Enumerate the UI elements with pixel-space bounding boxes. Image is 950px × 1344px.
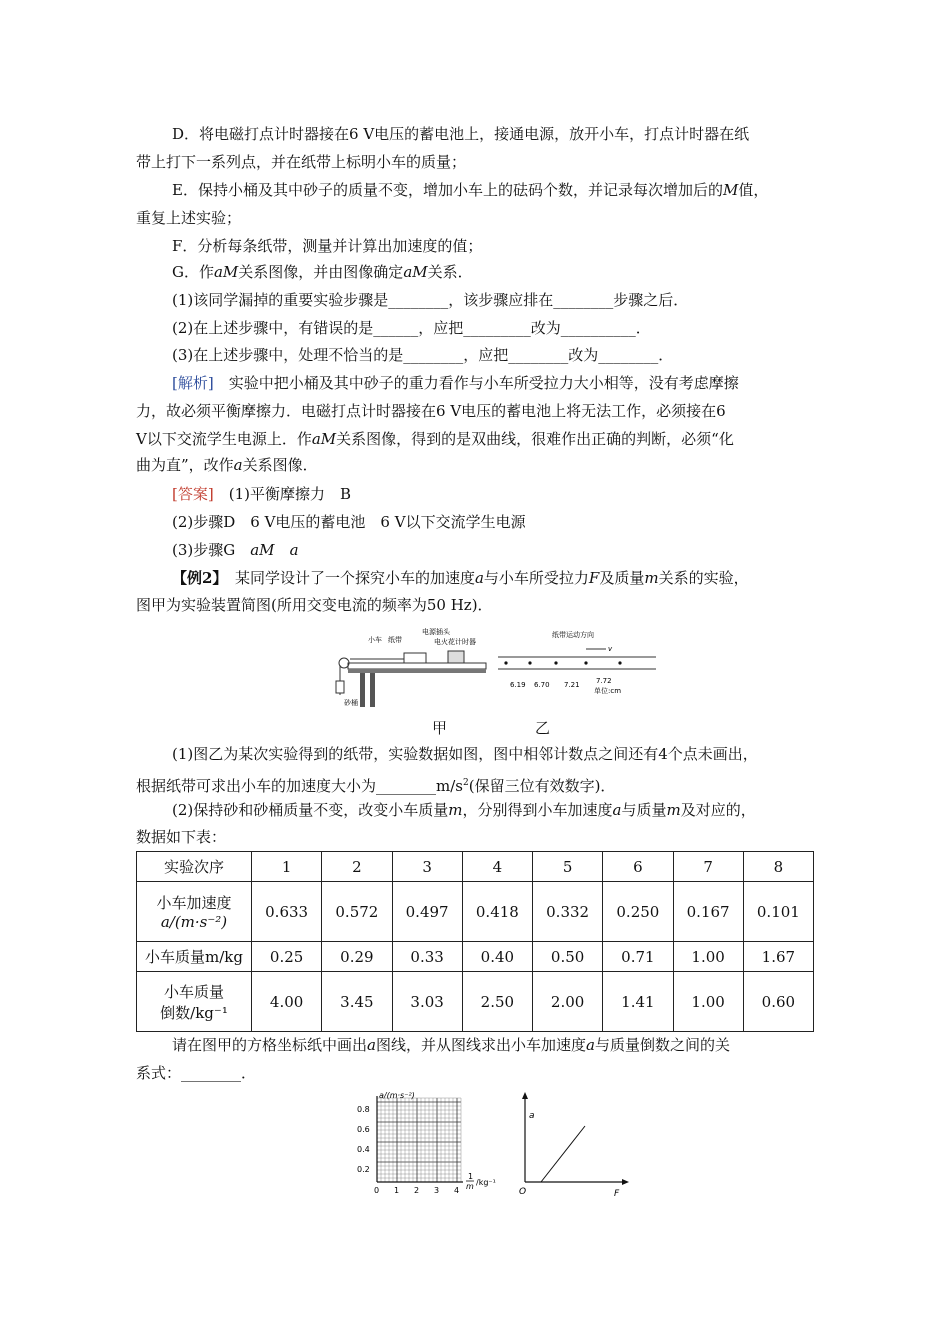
r2-c2: 0.29 <box>322 942 392 972</box>
part3-line2: 系式：________． <box>136 1064 257 1082</box>
table-top <box>348 669 486 673</box>
x-tick-3: 3 <box>434 1186 440 1195</box>
part3-a: 请在图甲的方格坐标纸中画出 <box>172 1036 368 1054</box>
r1-c1: 0.633 <box>252 882 322 942</box>
y-tick-0.6: 0.6 <box>357 1125 370 1134</box>
var-aM-1: aM <box>213 263 239 281</box>
option-g-a: G．作 <box>172 263 214 281</box>
tape-dot-4 <box>618 661 621 664</box>
label-v: v <box>608 645 613 653</box>
part2-d: 及对应的， <box>680 801 756 819</box>
label-unit: 单位:cm <box>594 687 622 695</box>
r3-c8: 0.60 <box>743 972 813 1032</box>
answer-tag: [答案] <box>172 485 214 503</box>
r3-c5: 2.00 <box>533 972 603 1032</box>
answer-1: (1)平衡摩擦力 B <box>213 485 351 503</box>
header-4: 4 <box>462 852 532 882</box>
af-origin: O <box>519 1187 527 1197</box>
x-tick-2: 2 <box>414 1186 420 1195</box>
r2-c6: 0.71 <box>603 942 673 972</box>
label-car: 小车 <box>368 636 382 644</box>
figure-apparatus <box>330 625 660 715</box>
option-e-tail: 值， <box>738 181 769 199</box>
var-a-3: a <box>474 569 484 587</box>
header-2: 2 <box>322 852 392 882</box>
label-bucket: 砂桶 <box>344 699 358 707</box>
question-1: (1)该同学漏掉的重要实验步骤是________，该步骤应排在________步骤之后． <box>172 291 689 309</box>
segment-1: 6.19 <box>510 681 526 689</box>
var-a-6: a <box>585 1036 595 1054</box>
r2-c7: 1.00 <box>673 942 743 972</box>
header-1: 1 <box>252 852 322 882</box>
analysis-l3a: V以下交流学生电源上．作 <box>136 430 312 448</box>
table-row-mass <box>137 942 814 972</box>
r3-c1: 4.00 <box>252 972 322 1032</box>
part2-b: ，分别得到小车加速度 <box>462 801 613 819</box>
data-table <box>136 851 814 1032</box>
tape-dot-2 <box>554 661 557 664</box>
y-tick-0.4: 0.4 <box>357 1145 370 1154</box>
figure-graphs <box>355 1090 645 1200</box>
part1-line1: (1)图乙为某次实验得到的纸带，实验数据如图，图中相邻计数点之间还有4个点未画出， <box>172 745 758 763</box>
var-m-1: m <box>644 569 659 587</box>
x-tick-0: 0 <box>374 1186 380 1195</box>
part1-l2b: (保留三位有效数字)． <box>468 777 616 795</box>
tape-dot-1 <box>528 661 531 664</box>
option-g-c: 关系． <box>427 263 473 281</box>
analysis-line2: 力，故必须平衡摩擦力．电磁打点计时器接在6 V电压的蓄电池上将无法工作，必须接在6 <box>136 402 726 420</box>
label-plug: 电源插头 <box>422 628 450 636</box>
r2-c3: 0.33 <box>392 942 462 972</box>
row1-label-l2: a/(m·s⁻²) <box>160 913 228 931</box>
label-timer: 电火花计时器 <box>434 638 476 646</box>
part3-c: 与质量倒数之间的关 <box>594 1036 730 1054</box>
row3-label-l1: 小车质量 <box>163 982 224 1001</box>
row1-label <box>137 882 252 942</box>
r1-c3: 0.497 <box>392 882 462 942</box>
header-3: 3 <box>392 852 462 882</box>
r3-c3: 3.03 <box>392 972 462 1032</box>
r2-c1: 0.25 <box>252 942 322 972</box>
r1-c2: 0.572 <box>322 882 392 942</box>
option-e-line1 <box>172 180 768 200</box>
af-y-label: a <box>529 1111 535 1121</box>
r3-c2: 3.45 <box>322 972 392 1032</box>
y-tick-0.8: 0.8 <box>357 1105 370 1114</box>
part2-c: 与质量 <box>621 801 667 819</box>
analysis-l4a: 曲为直”，改作 <box>136 456 234 474</box>
var-a-1: a <box>233 456 243 474</box>
analysis-line4 <box>136 455 318 475</box>
grid-y-label: a/(m·s⁻²) <box>379 1091 415 1100</box>
answer-3a: (3)步骤G <box>172 541 251 559</box>
header-5: 5 <box>533 852 603 882</box>
answer-line2: (2)步骤D 6 V电压的蓄电池 6 V以下交流学生电源 <box>172 513 526 531</box>
row1-label-l1: 小车加速度 <box>156 894 232 912</box>
question-2: (2)在上述步骤中，有错误的是______，应把_________改为__________． <box>172 319 651 337</box>
r1-c4: 0.418 <box>462 882 532 942</box>
analysis-l3b: 关系图像，得到的是双曲线，很难作出正确的判断，必须“化 <box>336 430 734 448</box>
example2-tag: 【例2】 <box>172 569 220 587</box>
example2-line1 <box>172 568 749 588</box>
answer-line3 <box>172 540 299 560</box>
analysis-tag: [解析] <box>172 374 214 392</box>
r3-c7: 1.00 <box>673 972 743 1032</box>
af-line <box>541 1126 585 1182</box>
grid-paper <box>377 1098 461 1182</box>
option-d-line2: 带上打下一系列点，并在纸带上标明小车的质量； <box>136 153 467 171</box>
var-aM-2: aM <box>403 263 428 281</box>
ex2-d: 关系的实验， <box>658 569 749 587</box>
table-row-inverse-mass <box>137 972 814 1032</box>
tape-dot-0 <box>504 661 507 664</box>
caption-yi: 乙 <box>535 719 551 737</box>
r1-c7: 0.167 <box>673 882 743 942</box>
unit-sup: 2 <box>462 778 469 788</box>
segment-3: 7.21 <box>564 681 580 689</box>
table-header-row <box>137 852 814 882</box>
header-6: 6 <box>603 852 673 882</box>
analysis-line3 <box>136 429 734 449</box>
var-m-2: m <box>448 801 463 819</box>
analysis-line1 <box>172 373 739 393</box>
option-d-line1: D．将电磁打点计时器接在6 V电压的蓄电池上，接通电源，放开小车，打点计时器在纸 <box>172 125 750 143</box>
var-a-5: a <box>367 1036 376 1054</box>
var-F: F <box>588 569 600 587</box>
af-y-arrow <box>522 1092 528 1099</box>
table-leg-right <box>370 673 375 707</box>
ex2-a: 某同学设计了一个探究小车的加速度 <box>219 569 475 587</box>
option-g-b: 关系图像，并由图像确定 <box>238 263 404 281</box>
header-7: 7 <box>673 852 743 882</box>
r1-c6: 0.250 <box>603 882 673 942</box>
x-tick-4: 4 <box>454 1186 460 1195</box>
ex2-c: 及质量 <box>599 569 645 587</box>
label-direction: 纸带运动方向 <box>552 631 594 639</box>
r1-c8: 0.101 <box>743 882 813 942</box>
r1-c5: 0.332 <box>533 882 603 942</box>
analysis-text: 实验中把小桶及其中砂子的重力看作与小车所受拉力大小相等，没有考虑摩擦 <box>213 374 739 392</box>
answer-line1 <box>172 484 351 504</box>
track-board <box>348 663 486 669</box>
option-f: F．分析每条纸带，测量并计算出加速度的值； <box>172 237 483 255</box>
r2-c4: 0.40 <box>462 942 532 972</box>
part1-l2a: 根据纸带可求出小车的加速度大小为________m/s <box>136 777 463 795</box>
segment-2: 6.70 <box>534 681 550 689</box>
timer-shape <box>448 651 464 663</box>
option-e-line2: 重复上述实验； <box>136 209 242 227</box>
af-x-arrow <box>622 1179 629 1185</box>
sand-bucket <box>336 681 344 693</box>
caption-jia: 甲 <box>432 719 448 737</box>
r3-c4: 2.50 <box>462 972 532 1032</box>
part1-line2 <box>136 773 615 796</box>
analysis-l4b: 关系图像． <box>242 456 318 474</box>
x-label-den: m <box>466 1182 474 1191</box>
r2-c5: 0.50 <box>533 942 603 972</box>
r3-c6: 1.41 <box>603 972 673 1032</box>
part3-b: 图线，并从图线求出小车加速度 <box>375 1036 586 1054</box>
var-m-3: m <box>666 801 681 819</box>
answer-gap <box>275 541 290 559</box>
r2-c8: 1.67 <box>743 942 813 972</box>
tape-dot-3 <box>584 661 587 664</box>
question-3: (3)在上述步骤中，处理不恰当的是________，应把________改为________． <box>172 346 674 364</box>
option-g <box>172 262 473 282</box>
row3-label-l2: 倒数/kg⁻¹ <box>160 1003 228 1022</box>
part2-line1 <box>172 800 756 820</box>
af-x-label: F <box>614 1189 620 1199</box>
label-tape: 纸带 <box>388 636 402 644</box>
var-M: M <box>722 181 739 199</box>
example2-line2: 图甲为实验装置简图(所用交变电流的频率为50 Hz)． <box>136 596 493 614</box>
header-label: 实验次序 <box>137 852 252 882</box>
row3-label <box>137 972 252 1032</box>
row2-label: 小车质量m/kg <box>137 942 252 972</box>
x-label-unit: /kg⁻¹ <box>476 1178 496 1187</box>
x-tick-1: 1 <box>394 1186 400 1195</box>
header-8: 8 <box>743 852 813 882</box>
car-shape <box>404 653 426 663</box>
part2-line2: 数据如下表： <box>136 828 227 846</box>
x-label-num: 1 <box>468 1172 474 1181</box>
table-leg-left <box>360 673 365 707</box>
segment-4: 7.72 <box>596 677 612 685</box>
var-a-2: a <box>289 541 299 559</box>
table-row-acceleration <box>137 882 814 942</box>
ex2-b: 与小车所受拉力 <box>483 569 589 587</box>
part2-a: (2)保持砂和砂桶质量不变，改变小车质量 <box>172 801 449 819</box>
var-aM-4: aM <box>250 541 275 559</box>
var-aM-3: aM <box>311 430 337 448</box>
y-tick-0.2: 0.2 <box>357 1165 370 1174</box>
part3-line1 <box>172 1035 730 1055</box>
var-a-4: a <box>612 801 622 819</box>
option-e-text: E．保持小桶及其中砂子的质量不变，增加小车上的砝码个数，并记录每次增加后的 <box>172 181 723 199</box>
